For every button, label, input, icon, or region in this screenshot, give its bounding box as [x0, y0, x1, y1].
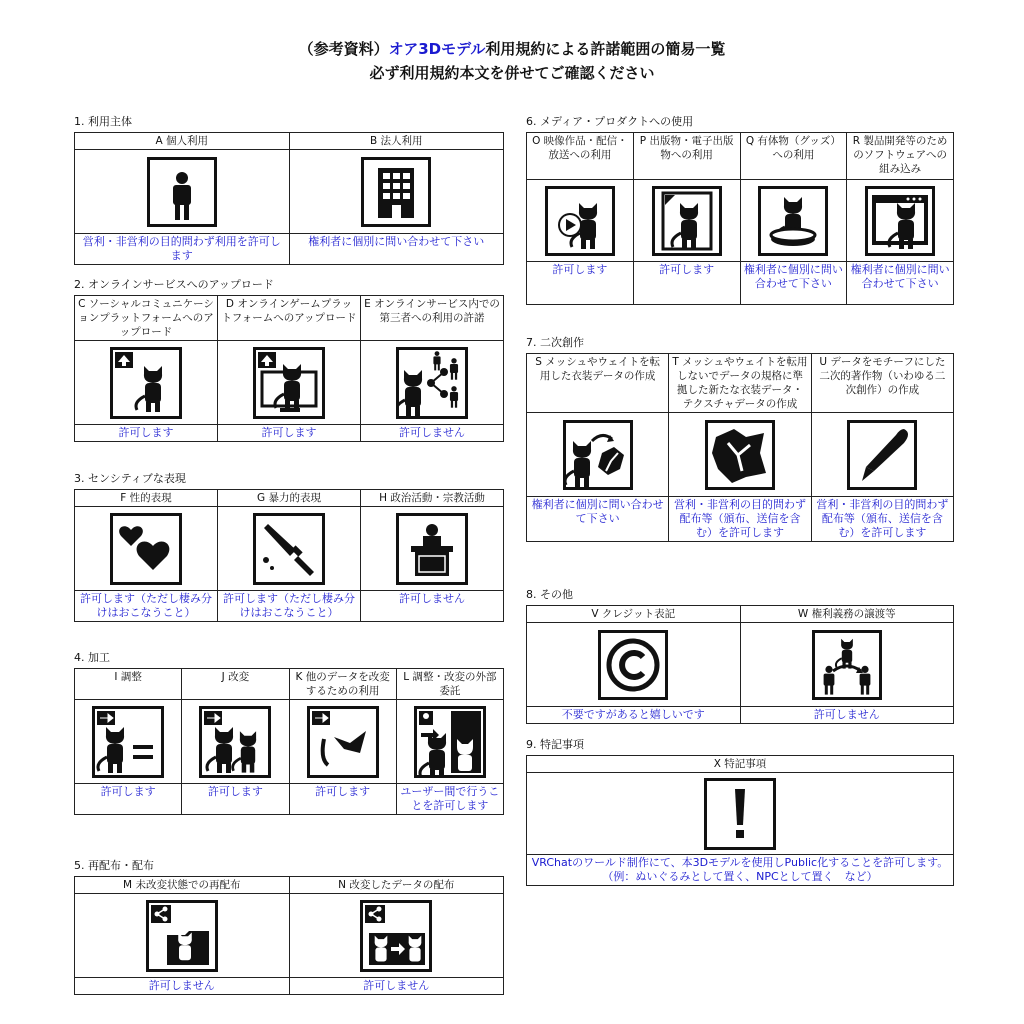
- title-suffix: 利用規約による許諾範囲の簡易一覧: [485, 40, 726, 58]
- person-icon: [147, 157, 217, 227]
- reuse-icon: [307, 706, 379, 778]
- transfer-icon: [812, 630, 882, 700]
- col-header-o: O 映像作品・配信・放送への利用: [527, 133, 634, 180]
- col-header-q: Q 有体物（グッズ）への利用: [740, 133, 847, 180]
- section-other: [526, 586, 954, 724]
- game-upload-icon: [253, 347, 325, 419]
- status-u: 営利・非営利の目的問わず配布等（頒布、送信を含む）を許可します: [811, 497, 953, 542]
- pen-icon: [847, 420, 917, 490]
- section-usage-subject: [74, 113, 504, 265]
- page-title: [0, 38, 1024, 59]
- section-label: 7. 二次創作: [526, 336, 584, 349]
- col-header-j: J 改変: [182, 669, 289, 700]
- video-icon: [545, 186, 615, 256]
- status-l: ユーザー間で行うことを許可します: [396, 784, 503, 815]
- page-subtitle: 必ず利用規約本文を併せてご確認ください: [369, 64, 655, 82]
- col-header-x: X 特記事項: [527, 756, 954, 773]
- status-d: 許可します: [218, 425, 361, 442]
- section-label: 3. センシティブな表現: [74, 472, 186, 485]
- section-special-notes: [526, 736, 954, 886]
- status-v: 不要ですがあると嬉しいです: [527, 707, 741, 724]
- col-header-u: U データをモチーフにした二次的著作物（いわゆる二次創作）の作成: [811, 354, 953, 413]
- col-header-m: M 未改変状態での再配布: [75, 877, 290, 894]
- fabric-icon: [705, 420, 775, 490]
- section-media-products: [526, 113, 954, 305]
- status-a: 営利・非営利の目的問わず利用を許可します: [75, 234, 290, 265]
- status-m: 許可しません: [75, 978, 290, 995]
- col-header-a: A 個人利用: [75, 133, 290, 150]
- col-header-b: B 法人利用: [289, 133, 504, 150]
- status-b: 権利者に個別に問い合わせて下さい: [289, 234, 504, 265]
- col-header-l: L 調整・改変の外部委託: [396, 669, 503, 700]
- costume-icon: [563, 420, 633, 490]
- status-n: 許可しません: [289, 978, 504, 995]
- status-o: 許可します: [527, 262, 634, 305]
- status-t: 営利・非営利の目的問わず配布等（頒布、送信を含む）を許可します: [669, 497, 811, 542]
- status-j: 許可します: [182, 784, 289, 815]
- status-x: [527, 855, 954, 886]
- section-processing: [74, 649, 504, 815]
- col-header-c: C ソーシャルコミュニケーションプラットフォームへのアップロード: [75, 296, 218, 341]
- status-s: 権利者に個別に問い合わせて下さい: [527, 497, 669, 542]
- col-header-d: D オンラインゲームプラットフォームへのアップロード: [218, 296, 361, 341]
- section-label: 4. 加工: [74, 651, 110, 664]
- col-header-n: N 改変したデータの配布: [289, 877, 504, 894]
- status-e: 許可しません: [361, 425, 504, 442]
- status-w: 許可しません: [740, 707, 954, 724]
- col-header-r: R 製品開発等のためのソフトウェアへの組み込み: [847, 133, 954, 180]
- col-header-t: T メッシュやウェイトを転用しないでデータの規格に準拠した新たな衣装データ・テクスチャデータの作成: [669, 354, 811, 413]
- social-upload-icon: [110, 347, 182, 419]
- section-sensitive: [74, 470, 504, 622]
- note-line-1: VRChatのワールド制作にて、本3Dモデルを使用しPublic化することを許可します。: [531, 856, 949, 869]
- status-i: 許可します: [75, 784, 182, 815]
- third-party-share-icon: [396, 347, 468, 419]
- outsource-icon: [414, 706, 486, 778]
- modify-icon: [199, 706, 271, 778]
- knife-icon: [253, 513, 325, 585]
- col-header-g: G 暴力的表現: [218, 490, 361, 507]
- status-k: 許可します: [289, 784, 396, 815]
- status-h: 許可しません: [361, 591, 504, 622]
- building-icon: [361, 157, 431, 227]
- status-p: 許可します: [633, 262, 740, 305]
- publication-icon: [652, 186, 722, 256]
- section-label: 6. メディア・プロダクトへの使用: [526, 115, 694, 128]
- status-f: 許可します（ただし棲み分けはおこなうこと）: [75, 591, 218, 622]
- hearts-icon: [110, 513, 182, 585]
- copyright-icon: [598, 630, 668, 700]
- exclamation-icon: [704, 778, 776, 850]
- col-header-i: I 調整: [75, 669, 182, 700]
- section-derivative: [526, 334, 954, 542]
- redistribute-icon: [146, 900, 218, 972]
- status-q: 権利者に個別に問い合わせて下さい: [740, 262, 847, 305]
- col-header-f: F 性的表現: [75, 490, 218, 507]
- col-header-w: W 権利義務の譲渡等: [740, 606, 954, 623]
- software-icon: [865, 186, 935, 256]
- section-redistribution: [74, 857, 504, 995]
- status-c: 許可します: [75, 425, 218, 442]
- goods-icon: [758, 186, 828, 256]
- podium-icon: [396, 513, 468, 585]
- col-header-s: S メッシュやウェイトを転用した衣装データの作成: [527, 354, 669, 413]
- col-header-v: V クレジット表記: [527, 606, 741, 623]
- section-label: 8. その他: [526, 588, 573, 601]
- status-g: 許可します（ただし棲み分けはおこなうこと）: [218, 591, 361, 622]
- title-model: オア3Dモデル: [388, 40, 486, 58]
- section-label: 2. オンラインサービスへのアップロード: [74, 278, 274, 291]
- section-online-upload: [74, 276, 504, 442]
- col-header-h: H 政治活動・宗教活動: [361, 490, 504, 507]
- title-prefix: （参考資料）: [298, 40, 389, 58]
- col-header-e: E オンラインサービス内での第三者への利用の許諾: [361, 296, 504, 341]
- col-header-k: K 他のデータを改変するための利用: [289, 669, 396, 700]
- col-header-p: P 出版物・電子出版物への利用: [633, 133, 740, 180]
- adjust-icon: [92, 706, 164, 778]
- note-line-2: （例：ぬいぐるみとして置く、NPCとして置く など）: [602, 870, 878, 883]
- section-label: 5. 再配布・配布: [74, 859, 154, 872]
- section-label: 1. 利用主体: [74, 115, 132, 128]
- section-label: 9. 特記事項: [526, 738, 584, 751]
- modified-distribute-icon: [360, 900, 432, 972]
- status-r: 権利者に個別に問い合わせて下さい: [847, 262, 954, 305]
